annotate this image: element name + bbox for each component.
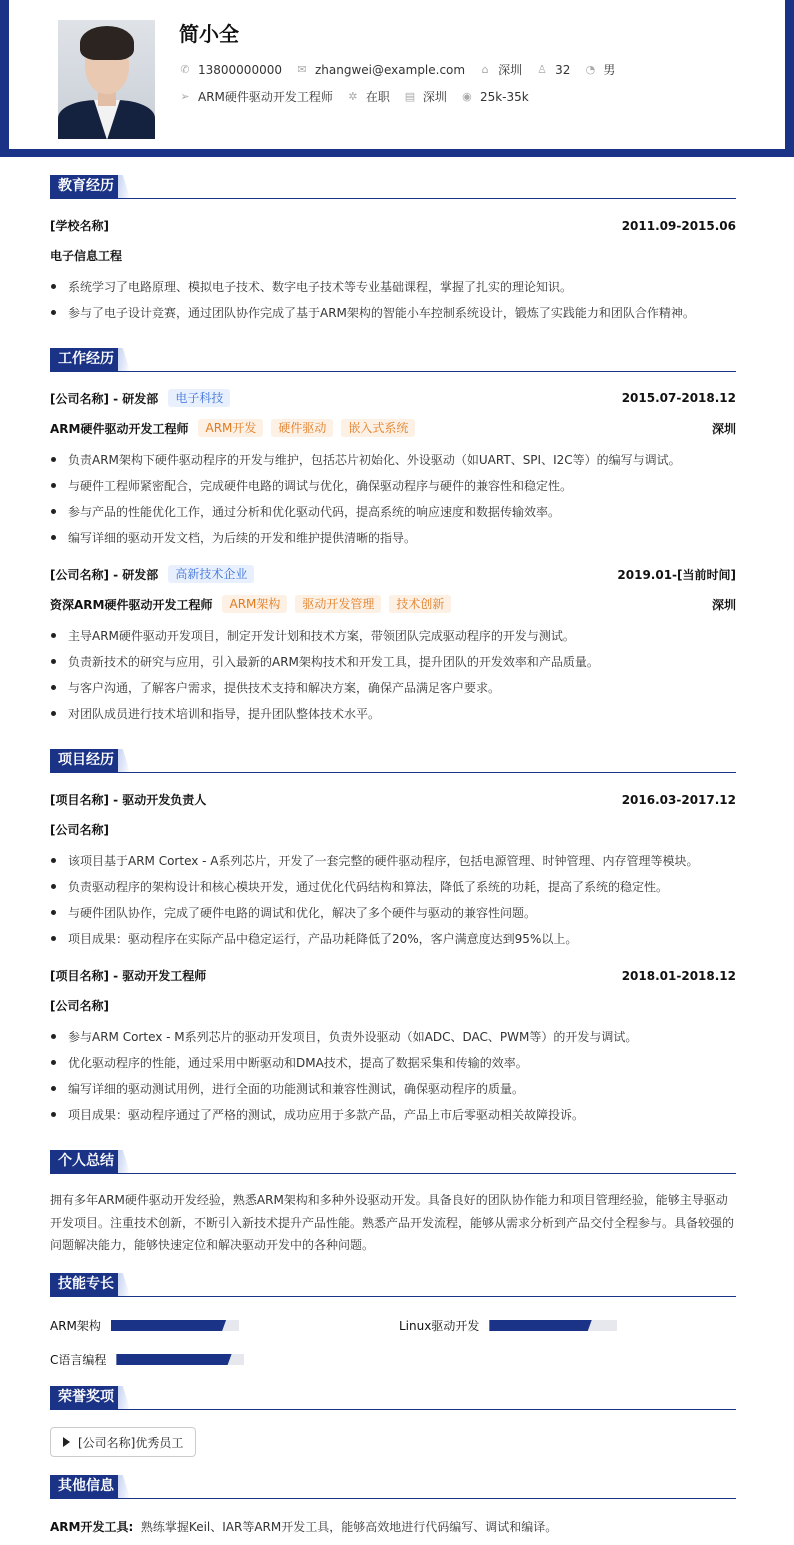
list-item: 项目成果：驱动程序在实际产品中稳定运行，产品功耗降低了20%，客户满意度达到95%以上。 — [50, 930, 736, 947]
skill-item — [399, 1317, 617, 1334]
skill-item — [50, 1317, 239, 1334]
list-item: 负责ARM架构下硬件驱动程序的开发与维护，包括芯片初始化、外设驱动（如UART、SPI、I2C等）的编写与调试。 — [50, 451, 736, 468]
work-header — [50, 389, 736, 407]
list-item: 参与产品的性能优化工作，通过分析和优化驱动代码，提高系统的响应速度和数据传输效率。 — [50, 503, 736, 520]
project-name: [项目名称] - 驱动开发负责人 — [50, 793, 207, 807]
section-title: 其他信息 — [50, 1475, 122, 1498]
list-item: 编写详细的驱动测试用例，进行全面的功能测试和兼容性测试，确保驱动程序的质量。 — [50, 1080, 736, 1097]
section-title: 荣誉奖项 — [50, 1386, 122, 1409]
skill-bar-fill — [116, 1354, 231, 1365]
work-period: 2015.07-2018.12 — [621, 391, 736, 405]
phone-text: 13800000000 — [198, 62, 282, 77]
school-name: [学校名称] — [50, 219, 109, 233]
job-title: ARM硬件驱动开发工程师 — [50, 421, 189, 436]
other-info — [50, 1518, 736, 1535]
job-title: 资深ARM硬件驱动开发工程师 — [50, 597, 213, 612]
skill-tag: 嵌入式系统 — [341, 419, 415, 437]
skill-item — [50, 1351, 244, 1368]
contact-row — [179, 61, 629, 78]
list-item: 主导ARM硬件驱动开发项目，制定开发计划和技术方案，带领团队完成驱动程序的开发与测试。 — [50, 627, 736, 644]
list-item: 优化驱动程序的性能，通过采用中断驱动和DMA技术，提高了数据采集和传输的效率。 — [50, 1054, 736, 1071]
skill-bar — [111, 1320, 239, 1331]
position-text: ARM硬件驱动开发工程师 — [198, 90, 333, 104]
section-title: 项目经历 — [50, 749, 122, 772]
education-header — [50, 217, 736, 234]
job-intent-row — [179, 88, 543, 105]
section-projects — [50, 749, 736, 773]
award-item-button[interactable] — [50, 1427, 196, 1457]
list-item: 编写详细的驱动开发文档，为后续的开发和维护提供清晰的指导。 — [50, 529, 736, 546]
target-city-text: 深圳 — [422, 90, 447, 104]
home-icon: ⌂ — [481, 62, 489, 76]
list-item: 与客户沟通，了解客户需求，提供技术支持和解决方案，确保产品满足客户要求。 — [50, 679, 736, 696]
section-title: 个人总结 — [50, 1150, 122, 1173]
status-icon: ✲ — [348, 89, 358, 103]
skill-bar-fill — [489, 1320, 591, 1331]
skill-tag: ARM开发 — [198, 419, 263, 437]
send-icon: ➢ — [180, 89, 190, 103]
gender-text: 男 — [603, 63, 616, 77]
project-company-row — [50, 997, 736, 1014]
salary-text: 25k-35k — [479, 89, 529, 104]
section-title: 技能专长 — [50, 1273, 122, 1296]
frame-left-bar — [0, 0, 9, 155]
play-icon — [63, 1437, 70, 1447]
building-icon: ▤ — [404, 89, 416, 103]
section-title: 工作经历 — [50, 348, 122, 371]
skill-name: C语言编程 — [50, 1353, 107, 1367]
project-name: [项目名称] - 驱动开发工程师 — [50, 969, 207, 983]
industry-tag: 高新技术企业 — [168, 565, 254, 583]
skill-tag: ARM架构 — [222, 595, 287, 613]
list-item: 参与了电子设计竞赛，通过团队协作完成了基于ARM架构的智能小车控制系统设计，锻炼了实践能力和团队合作精神。 — [50, 304, 736, 321]
work-title-row — [50, 419, 736, 437]
work-city: 深圳 — [711, 421, 736, 436]
phone-icon: ✆ — [180, 62, 190, 76]
industry-tag: 电子科技 — [168, 389, 230, 407]
header-bottom-bar — [0, 149, 794, 157]
skill-tag: 技术创新 — [389, 595, 451, 613]
project-header — [50, 967, 736, 984]
section-awards — [50, 1386, 736, 1410]
list-item: 负责驱动程序的架构设计和核心模块开发，通过优化代码结构和算法，降低了系统的功耗，提高了系统的稳定性。 — [50, 878, 736, 895]
project-period: 2018.01-2018.12 — [621, 968, 736, 983]
work-title-row — [50, 595, 736, 613]
list-item: 负责新技术的研究与应用，引入最新的ARM架构技术和开发工具，提升团队的开发效率和产品质量。 — [50, 653, 736, 670]
list-item: 与硬件团队协作，完成了硬件电路的调试和优化，解决了多个硬件与驱动的兼容性问题。 — [50, 904, 736, 921]
skill-bar — [489, 1320, 617, 1331]
award-label: [公司名称]优秀员工 — [78, 1435, 184, 1450]
skill-tag: 驱动开发管理 — [295, 595, 381, 613]
list-item: 项目成果：驱动程序通过了严格的测试，成功应用于多款产品，产品上市后零驱动相关故障投诉。 — [50, 1106, 736, 1123]
age-text: 32 — [555, 62, 571, 77]
project-company: [公司名称] — [50, 999, 109, 1013]
project-header — [50, 791, 736, 808]
major-name: 电子信息工程 — [50, 249, 123, 263]
skill-bar — [116, 1354, 244, 1365]
section-education — [50, 175, 736, 199]
avatar — [58, 20, 155, 139]
gender-icon: ◔ — [585, 62, 596, 76]
status-text: 在职 — [365, 90, 390, 104]
section-work — [50, 348, 736, 372]
section-other — [50, 1475, 736, 1499]
work-city: 深圳 — [711, 597, 736, 612]
profile-name: 简小全 — [179, 22, 239, 46]
email-text: zhangwei@example.com — [314, 62, 466, 77]
project-company: [公司名称] — [50, 823, 109, 837]
education-major-row — [50, 247, 736, 264]
other-label: ARM开发工具: — [50, 1520, 134, 1534]
work-period: 2019.01-[当前时间] — [617, 567, 736, 582]
project-period: 2016.03-2017.12 — [621, 792, 736, 807]
list-item: 参与ARM Cortex - M系列芯片的驱动开发项目，负责外设驱动（如ADC、DAC、PWM等）的开发与调试。 — [50, 1028, 736, 1045]
profile-header — [9, 0, 785, 149]
list-item: 与硬件工程师紧密配合，完成硬件电路的调试与优化，确保驱动程序与硬件的兼容性和稳定性。 — [50, 477, 736, 494]
summary-text: 拥有多年ARM硬件驱动开发经验，熟悉ARM架构和多种外设驱动开发。具备良好的团队协作能力和项目管理经验，能够主导驱动开发项目。注重技术创新，不断引入新技术提升产品性能。熟悉产品开发流程，能够从需求分析到产品交付全程参与。具备较强的问题解决能力，能够快速定位和解决驱动开发中的各种问题。 — [50, 1193, 735, 1252]
work-header — [50, 565, 736, 583]
list-item: 对团队成员进行技术培训和指导，提升团队整体技术水平。 — [50, 705, 736, 722]
project-company-row — [50, 821, 736, 838]
salary-icon: ◉ — [462, 89, 472, 103]
skill-tag: 硬件驱动 — [271, 419, 333, 437]
location-text: 深圳 — [498, 63, 523, 77]
list-item: 系统学习了电路原理、模拟电子技术、数字电子技术等专业基础课程，掌握了扎实的理论知识。 — [50, 278, 736, 295]
company-name: [公司名称] - 研发部 — [50, 567, 159, 582]
section-title: 教育经历 — [50, 175, 122, 198]
skill-bar-fill — [111, 1320, 226, 1331]
other-text: 熟练掌握Keil、IAR等ARM开发工具，能够高效地进行代码编写、调试和编译。 — [140, 1520, 558, 1534]
section-summary — [50, 1150, 736, 1174]
education-period: 2011.09-2015.06 — [621, 218, 736, 233]
company-name: [公司名称] - 研发部 — [50, 391, 159, 406]
section-skills — [50, 1273, 736, 1297]
skill-name: Linux驱动开发 — [399, 1319, 480, 1333]
age-icon: ♙ — [537, 62, 548, 76]
skill-name: ARM架构 — [50, 1319, 101, 1333]
mail-icon: ✉ — [297, 62, 307, 76]
frame-right-bar — [785, 0, 794, 155]
list-item: 该项目基于ARM Cortex - A系列芯片，开发了一套完整的硬件驱动程序，包括电源管理、时钟管理、内存管理等模块。 — [50, 852, 736, 869]
